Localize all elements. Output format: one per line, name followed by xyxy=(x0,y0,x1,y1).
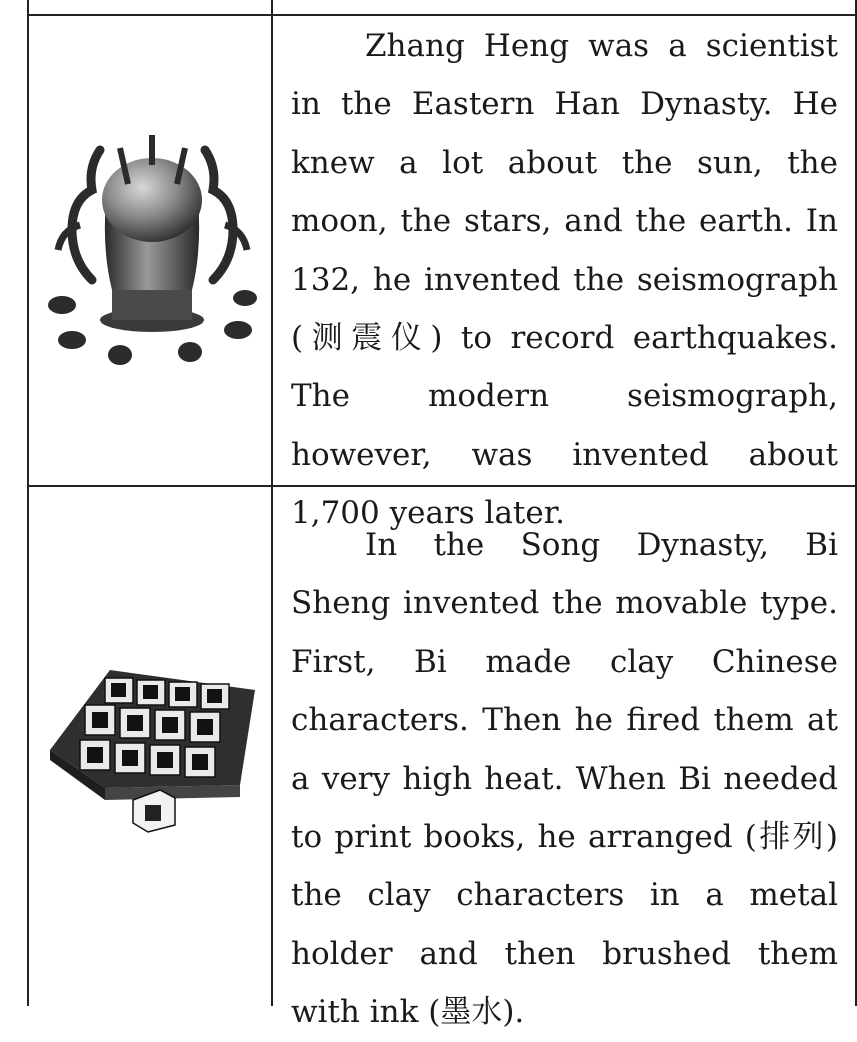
bi-sheng-text: In the Song Dynasty, Bi Sheng invented the movable type. First, Bi made clay Chinese characters. Then he fired them at a very high heat. When Bi needed to print books, he arranged (排列) the clay characters in a metal holder and then brushed them with ink (墨水). xyxy=(291,527,838,1031)
seismograph-illustration xyxy=(40,130,265,375)
row-top-border xyxy=(27,14,857,16)
seismograph-icon xyxy=(40,130,265,375)
zhang-heng-paragraph xyxy=(291,17,838,543)
bi-sheng-paragraph xyxy=(291,516,838,1042)
table-column-divider xyxy=(271,0,273,1006)
zhang-heng-text: Zhang Heng was a scientist in the Eastern Han Dynasty. He knew a lot about the sun, the moon, the stars, and the earth. In 132, he invented the seismograph (测震仪) to record earthquakes. The modern seismograph, however, was invented about 1,700 years later. xyxy=(291,28,838,532)
movable-type-illustration xyxy=(45,660,260,835)
table-left-border xyxy=(27,0,29,1006)
movable-type-icon xyxy=(45,660,260,835)
